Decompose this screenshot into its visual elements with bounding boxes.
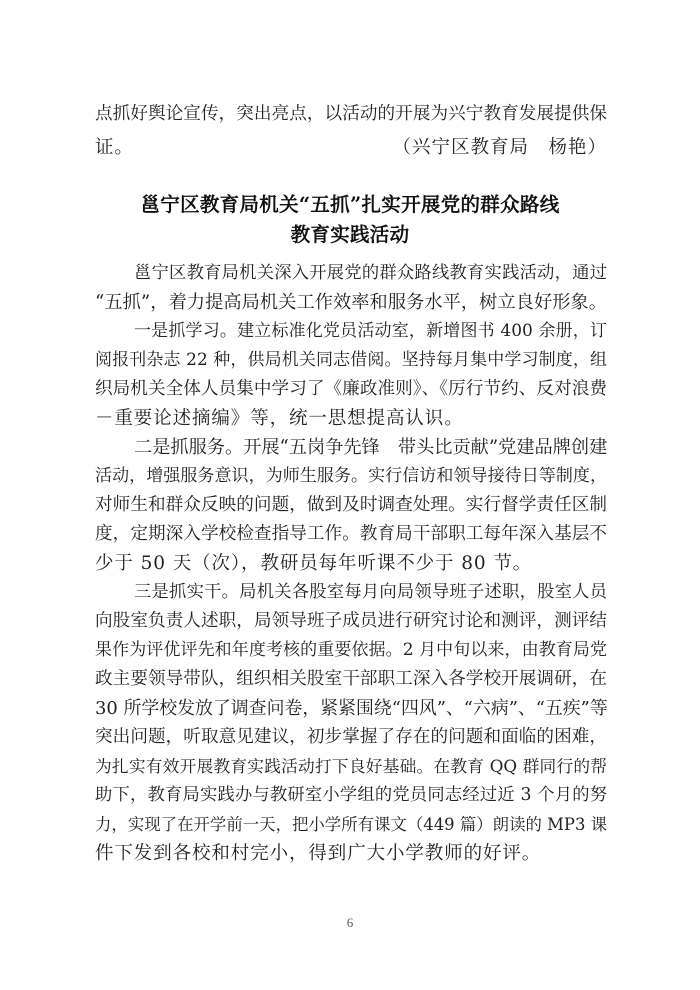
text-line: 织局机关全体人员集中学习了《廉政准则》、《厉行节约、反对浪费 xyxy=(95,379,607,399)
text-line: 政主要领导带队，组织相关股室干部职工深入各学校开展调研，在 xyxy=(95,669,607,689)
text-line: 活动，增强服务意识，为师生服务。实行信访和领导接待日等制度， xyxy=(95,466,607,486)
text-line: 助下，教育局实践办与教研室小学组的党员同志经过近 3 个月的努 xyxy=(95,785,607,805)
text-line-with-signature xyxy=(95,131,607,164)
article-body xyxy=(95,259,607,868)
text-line: －重要论述摘编》等，统一思想提高认识。 xyxy=(95,408,464,429)
text-line: 为扎实有效开展教育实践活动打下良好基础。在教育 QQ 群同行的帮 xyxy=(95,756,607,776)
text-line: 突出问题，听取意见建议，初步掌握了存在的问题和面临的困难， xyxy=(95,727,607,747)
previous-article-ending xyxy=(95,98,607,164)
text-line: 力，实现了在开学前一天，把小学所有课文（449 篇）朗读的 MP3 课 xyxy=(95,815,607,834)
article-title-line-1: 邕宁区教育局机关“五抓”扎实开展党的群众路线 xyxy=(140,193,560,216)
text-line: 度，定期深入学校检查指导工作。教育局干部职工每年深入基层不 xyxy=(95,524,607,544)
paragraph xyxy=(95,259,607,317)
text-line: 一是抓学习。建立标准化党员活动室，新增图书 400 余册，订 xyxy=(134,321,607,341)
text-line: 向股室负责人述职，局领导班子成员进行研究讨论和测评，测评结 xyxy=(95,611,607,631)
text-line: 点抓好舆论宣传，突出亮点，以活动的开展为兴宁教育发展提供保 xyxy=(95,104,607,124)
text-line: 对师生和群众反映的问题，做到及时调查处理。实行督学责任区制 xyxy=(95,495,607,515)
text-line: 少于 50 天（次），教研员每年听课不少于 80 节。 xyxy=(95,553,533,574)
text-line: 二是抓服务。开展“五岗争先锋 带头比贡献”党建品牌创建 xyxy=(134,437,608,458)
page-number: 6 xyxy=(346,915,354,930)
paragraph xyxy=(95,433,607,578)
author-signature: （兴宁区教育局 杨艳） xyxy=(392,137,607,158)
text-line: 件下发到各校和村完小，得到广大小学教师的好评。 xyxy=(95,843,542,864)
text-line: 30 所学校发放了调查问卷，紧紧围绕“四风”、“六病”、“五疾”等 xyxy=(95,698,608,719)
text-line: “五抓”，着力提高局机关工作效率和服务水平，树立良好形象。 xyxy=(95,292,607,313)
paragraph xyxy=(95,317,607,433)
text-line: 果作为评优评先和年度考核的重要依据。2 月中旬以来，由教育局党 xyxy=(95,640,607,660)
text-line: 邕宁区教育局机关深入开展党的群众路线教育实践活动，通过 xyxy=(134,263,607,283)
text-line: 三是抓实干。局机关各股室每月向局领导班子述职，股室人员 xyxy=(134,582,607,602)
text-line: 证。 xyxy=(95,137,134,158)
article-title-line-2: 教育实践活动 xyxy=(290,223,410,246)
text-line: 阅报刊杂志 22 种，供局机关同志借阅。坚持每月集中学习制度，组 xyxy=(95,350,607,370)
paragraph xyxy=(95,578,607,868)
